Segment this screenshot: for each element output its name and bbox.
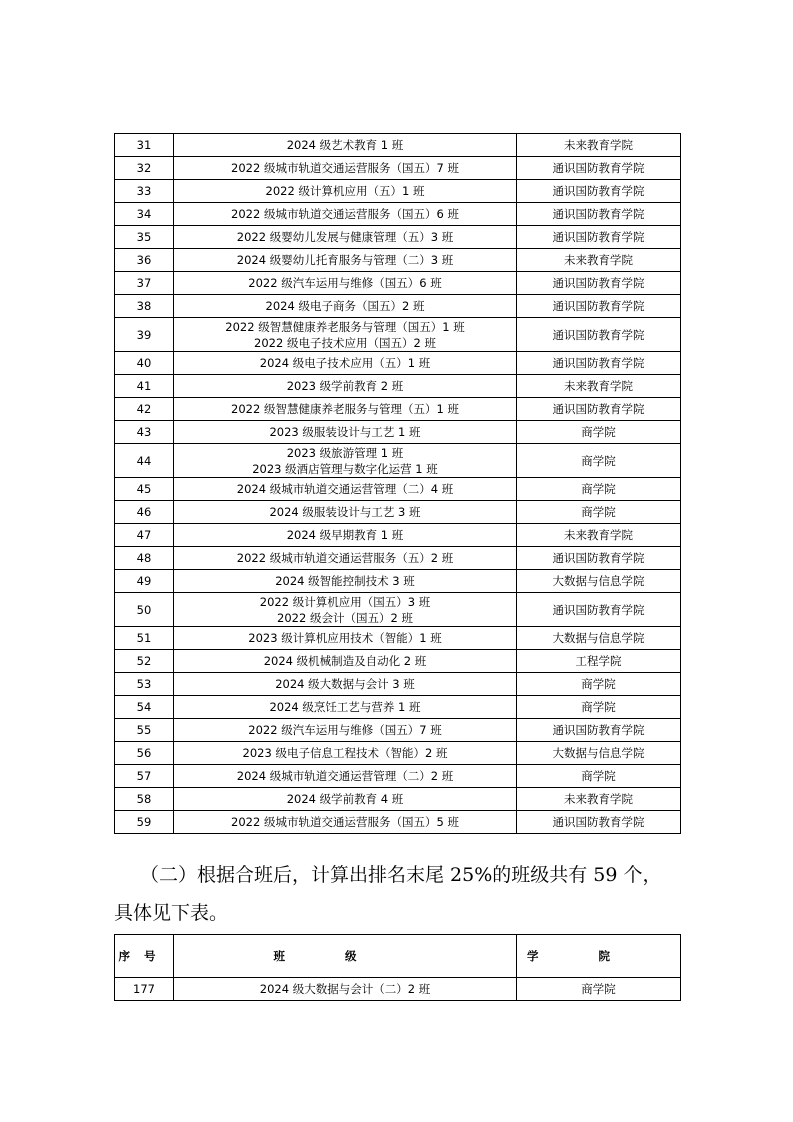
class-name: 2024 级电子商务（国五）2 班 [265, 299, 425, 313]
college-cell: 商学院 [517, 501, 681, 524]
table-row [115, 203, 681, 226]
serial-number-cell: 51 [115, 627, 174, 650]
table-row [115, 811, 681, 834]
college-cell: 通识国防教育学院 [517, 811, 681, 834]
table-row [115, 593, 681, 627]
serial-number-cell: 40 [115, 352, 174, 375]
college-cell: 大数据与信息学院 [517, 627, 681, 650]
college-cell: 商学院 [517, 673, 681, 696]
class-name: 2022 级电子技术应用（国五）2 班 [254, 335, 436, 350]
serial-number-cell: 55 [115, 719, 174, 742]
class-name: 2022 级汽车运用与维修（国五）6 班 [248, 276, 442, 290]
class-ranking-table-body [115, 134, 681, 834]
class-name: 2022 级智慧健康养老服务与管理（五）1 班 [231, 402, 459, 416]
college-cell: 工程学院 [517, 650, 681, 673]
college-cell: 商学院 [517, 478, 681, 501]
class-name: 2024 级大数据与会计（二）2 班 [259, 982, 431, 996]
class-name-cell [174, 570, 517, 593]
class-name: 2023 级电子信息工程技术（智能）2 班 [242, 746, 448, 760]
class-name: 2024 级机械制造及自动化 2 班 [263, 654, 427, 668]
class-name: 2024 级服装设计与工艺 3 班 [269, 505, 421, 519]
college-cell: 通识国防教育学院 [517, 295, 681, 318]
serial-number-cell: 46 [115, 501, 174, 524]
college-cell: 未来教育学院 [517, 134, 681, 157]
table-row [115, 788, 681, 811]
serial-number-cell: 177 [115, 978, 174, 1001]
table-row [115, 318, 681, 352]
class-name-cell [174, 627, 517, 650]
class-name-cell [174, 421, 517, 444]
class-name-cell [174, 295, 517, 318]
table-header-row [115, 935, 681, 978]
class-name-cell [174, 978, 517, 1001]
serial-number-cell: 49 [115, 570, 174, 593]
college-cell: 通识国防教育学院 [517, 719, 681, 742]
header-serial-number: 序号 [115, 935, 174, 978]
table-row [115, 978, 681, 1001]
table-row [115, 719, 681, 742]
college-cell: 商学院 [517, 765, 681, 788]
table-row [115, 375, 681, 398]
body-paragraph [114, 856, 704, 932]
table-row [115, 180, 681, 203]
table-row [115, 742, 681, 765]
serial-number-cell: 48 [115, 547, 174, 570]
serial-number-cell: 37 [115, 272, 174, 295]
class-name-cell [174, 249, 517, 272]
class-name: 2024 级早期教育 1 班 [286, 528, 404, 542]
serial-number-cell: 33 [115, 180, 174, 203]
table-row [115, 673, 681, 696]
serial-number-cell: 54 [115, 696, 174, 719]
serial-number-cell: 31 [115, 134, 174, 157]
class-name: 2024 级智能控制技术 3 班 [275, 574, 415, 588]
table-row [115, 501, 681, 524]
class-name: 2023 级学前教育 2 班 [286, 379, 404, 393]
class-name-cell [174, 742, 517, 765]
table-row [115, 765, 681, 788]
college-cell: 通识国防教育学院 [517, 398, 681, 421]
class-name: 2023 级旅游管理 1 班 [286, 445, 404, 460]
class-name: 2024 级婴幼儿托育服务与管理（二）3 班 [236, 253, 454, 267]
serial-number-cell: 57 [115, 765, 174, 788]
class-name-cell [174, 272, 517, 295]
serial-number-cell: 35 [115, 226, 174, 249]
class-name: 2022 级城市轨道交通运营服务（国五）5 班 [231, 815, 459, 829]
class-name-cell [174, 696, 517, 719]
serial-number-cell: 59 [115, 811, 174, 834]
college-cell: 未来教育学院 [517, 375, 681, 398]
college-cell: 未来教育学院 [517, 249, 681, 272]
class-name-cell [174, 203, 517, 226]
class-name: 2024 级艺术教育 1 班 [286, 138, 404, 152]
class-ranking-table [114, 133, 681, 834]
table-row [115, 398, 681, 421]
table-row [115, 650, 681, 673]
serial-number-cell: 41 [115, 375, 174, 398]
class-name: 2022 级汽车运用与维修（国五）7 班 [248, 723, 442, 737]
paragraph-line-1: （二）根据合班后，计算出排名末尾 25%的班级共有 59 个， [140, 864, 662, 886]
table-row [115, 295, 681, 318]
college-cell: 通识国防教育学院 [517, 352, 681, 375]
class-name: 2024 级城市轨道交通运营管理（二）2 班 [236, 769, 454, 783]
header-college: 学院 [517, 935, 681, 978]
serial-number-cell: 32 [115, 157, 174, 180]
header-class: 班级 [174, 935, 517, 978]
table-row [115, 696, 681, 719]
class-name: 2023 级酒店管理与数字化运营 1 班 [252, 461, 438, 476]
class-name: 2024 级大数据与会计 3 班 [275, 677, 415, 691]
college-cell: 未来教育学院 [517, 788, 681, 811]
serial-number-cell: 44 [115, 444, 174, 478]
table-row [115, 478, 681, 501]
serial-number-cell: 58 [115, 788, 174, 811]
college-cell: 通识国防教育学院 [517, 272, 681, 295]
college-cell: 通识国防教育学院 [517, 157, 681, 180]
serial-number-cell: 34 [115, 203, 174, 226]
class-name-cell [174, 444, 517, 478]
serial-number-cell: 36 [115, 249, 174, 272]
college-cell: 未来教育学院 [517, 524, 681, 547]
class-name-cell [174, 226, 517, 249]
class-name: 2023 级计算机应用技术（智能）1 班 [248, 631, 442, 645]
class-name-cell [174, 719, 517, 742]
table-row [115, 272, 681, 295]
class-name: 2022 级智慧健康养老服务与管理（国五）1 班 [225, 319, 465, 334]
class-name-cell [174, 318, 517, 352]
table-row [115, 570, 681, 593]
serial-number-cell: 47 [115, 524, 174, 547]
class-name-cell [174, 765, 517, 788]
serial-number-cell: 56 [115, 742, 174, 765]
serial-number-cell: 43 [115, 421, 174, 444]
table-row [115, 421, 681, 444]
serial-number-cell: 38 [115, 295, 174, 318]
class-name-cell [174, 547, 517, 570]
class-name: 2024 级城市轨道交通运营管理（二）4 班 [236, 482, 454, 496]
serial-number-cell: 50 [115, 593, 174, 627]
college-cell: 大数据与信息学院 [517, 570, 681, 593]
serial-number-cell: 52 [115, 650, 174, 673]
class-name-cell [174, 180, 517, 203]
college-cell: 通识国防教育学院 [517, 180, 681, 203]
class-name-cell [174, 134, 517, 157]
class-name-cell [174, 593, 517, 627]
table-row [115, 444, 681, 478]
college-cell: 通识国防教育学院 [517, 318, 681, 352]
college-cell: 通识国防教育学院 [517, 547, 681, 570]
serial-number-cell: 42 [115, 398, 174, 421]
class-name: 2022 级城市轨道交通运营服务（国五）7 班 [231, 161, 459, 175]
class-name-cell [174, 650, 517, 673]
table-row [115, 524, 681, 547]
class-name-cell [174, 352, 517, 375]
table-row [115, 352, 681, 375]
class-name-cell [174, 501, 517, 524]
class-name: 2023 级服装设计与工艺 1 班 [269, 425, 421, 439]
college-cell: 商学院 [517, 421, 681, 444]
class-name: 2022 级婴幼儿发展与健康管理（五）3 班 [236, 230, 454, 244]
college-cell: 通识国防教育学院 [517, 593, 681, 627]
class-name: 2022 级会计（国五）2 班 [277, 610, 413, 625]
class-name-cell [174, 811, 517, 834]
bottom-class-table [114, 934, 681, 1001]
class-name: 2022 级城市轨道交通运营服务（五）2 班 [236, 551, 454, 565]
serial-number-cell: 45 [115, 478, 174, 501]
college-cell: 商学院 [517, 978, 681, 1001]
serial-number-cell: 39 [115, 318, 174, 352]
table-row [115, 249, 681, 272]
table-row [115, 547, 681, 570]
class-name: 2024 级烹饪工艺与营养 1 班 [269, 700, 421, 714]
table-row [115, 226, 681, 249]
college-cell: 商学院 [517, 696, 681, 719]
class-name: 2022 级计算机应用（五）1 班 [265, 184, 425, 198]
table-row [115, 134, 681, 157]
class-name: 2024 级学前教育 4 班 [286, 792, 404, 806]
paragraph-line-2: 具体见下表。 [114, 902, 229, 924]
table-row [115, 157, 681, 180]
class-name-cell [174, 478, 517, 501]
class-name: 2022 级城市轨道交通运营服务（国五）6 班 [231, 207, 459, 221]
table-row [115, 627, 681, 650]
class-name-cell [174, 398, 517, 421]
class-name: 2022 级计算机应用（国五）3 班 [259, 594, 431, 609]
class-name-cell [174, 157, 517, 180]
college-cell: 通识国防教育学院 [517, 226, 681, 249]
bottom-class-table-body [115, 978, 681, 1001]
class-name-cell [174, 788, 517, 811]
college-cell: 通识国防教育学院 [517, 203, 681, 226]
class-name: 2024 级电子技术应用（五）1 班 [259, 356, 431, 370]
college-cell: 大数据与信息学院 [517, 742, 681, 765]
class-name-cell [174, 524, 517, 547]
college-cell: 商学院 [517, 444, 681, 478]
serial-number-cell: 53 [115, 673, 174, 696]
class-name-cell [174, 673, 517, 696]
class-name-cell [174, 375, 517, 398]
